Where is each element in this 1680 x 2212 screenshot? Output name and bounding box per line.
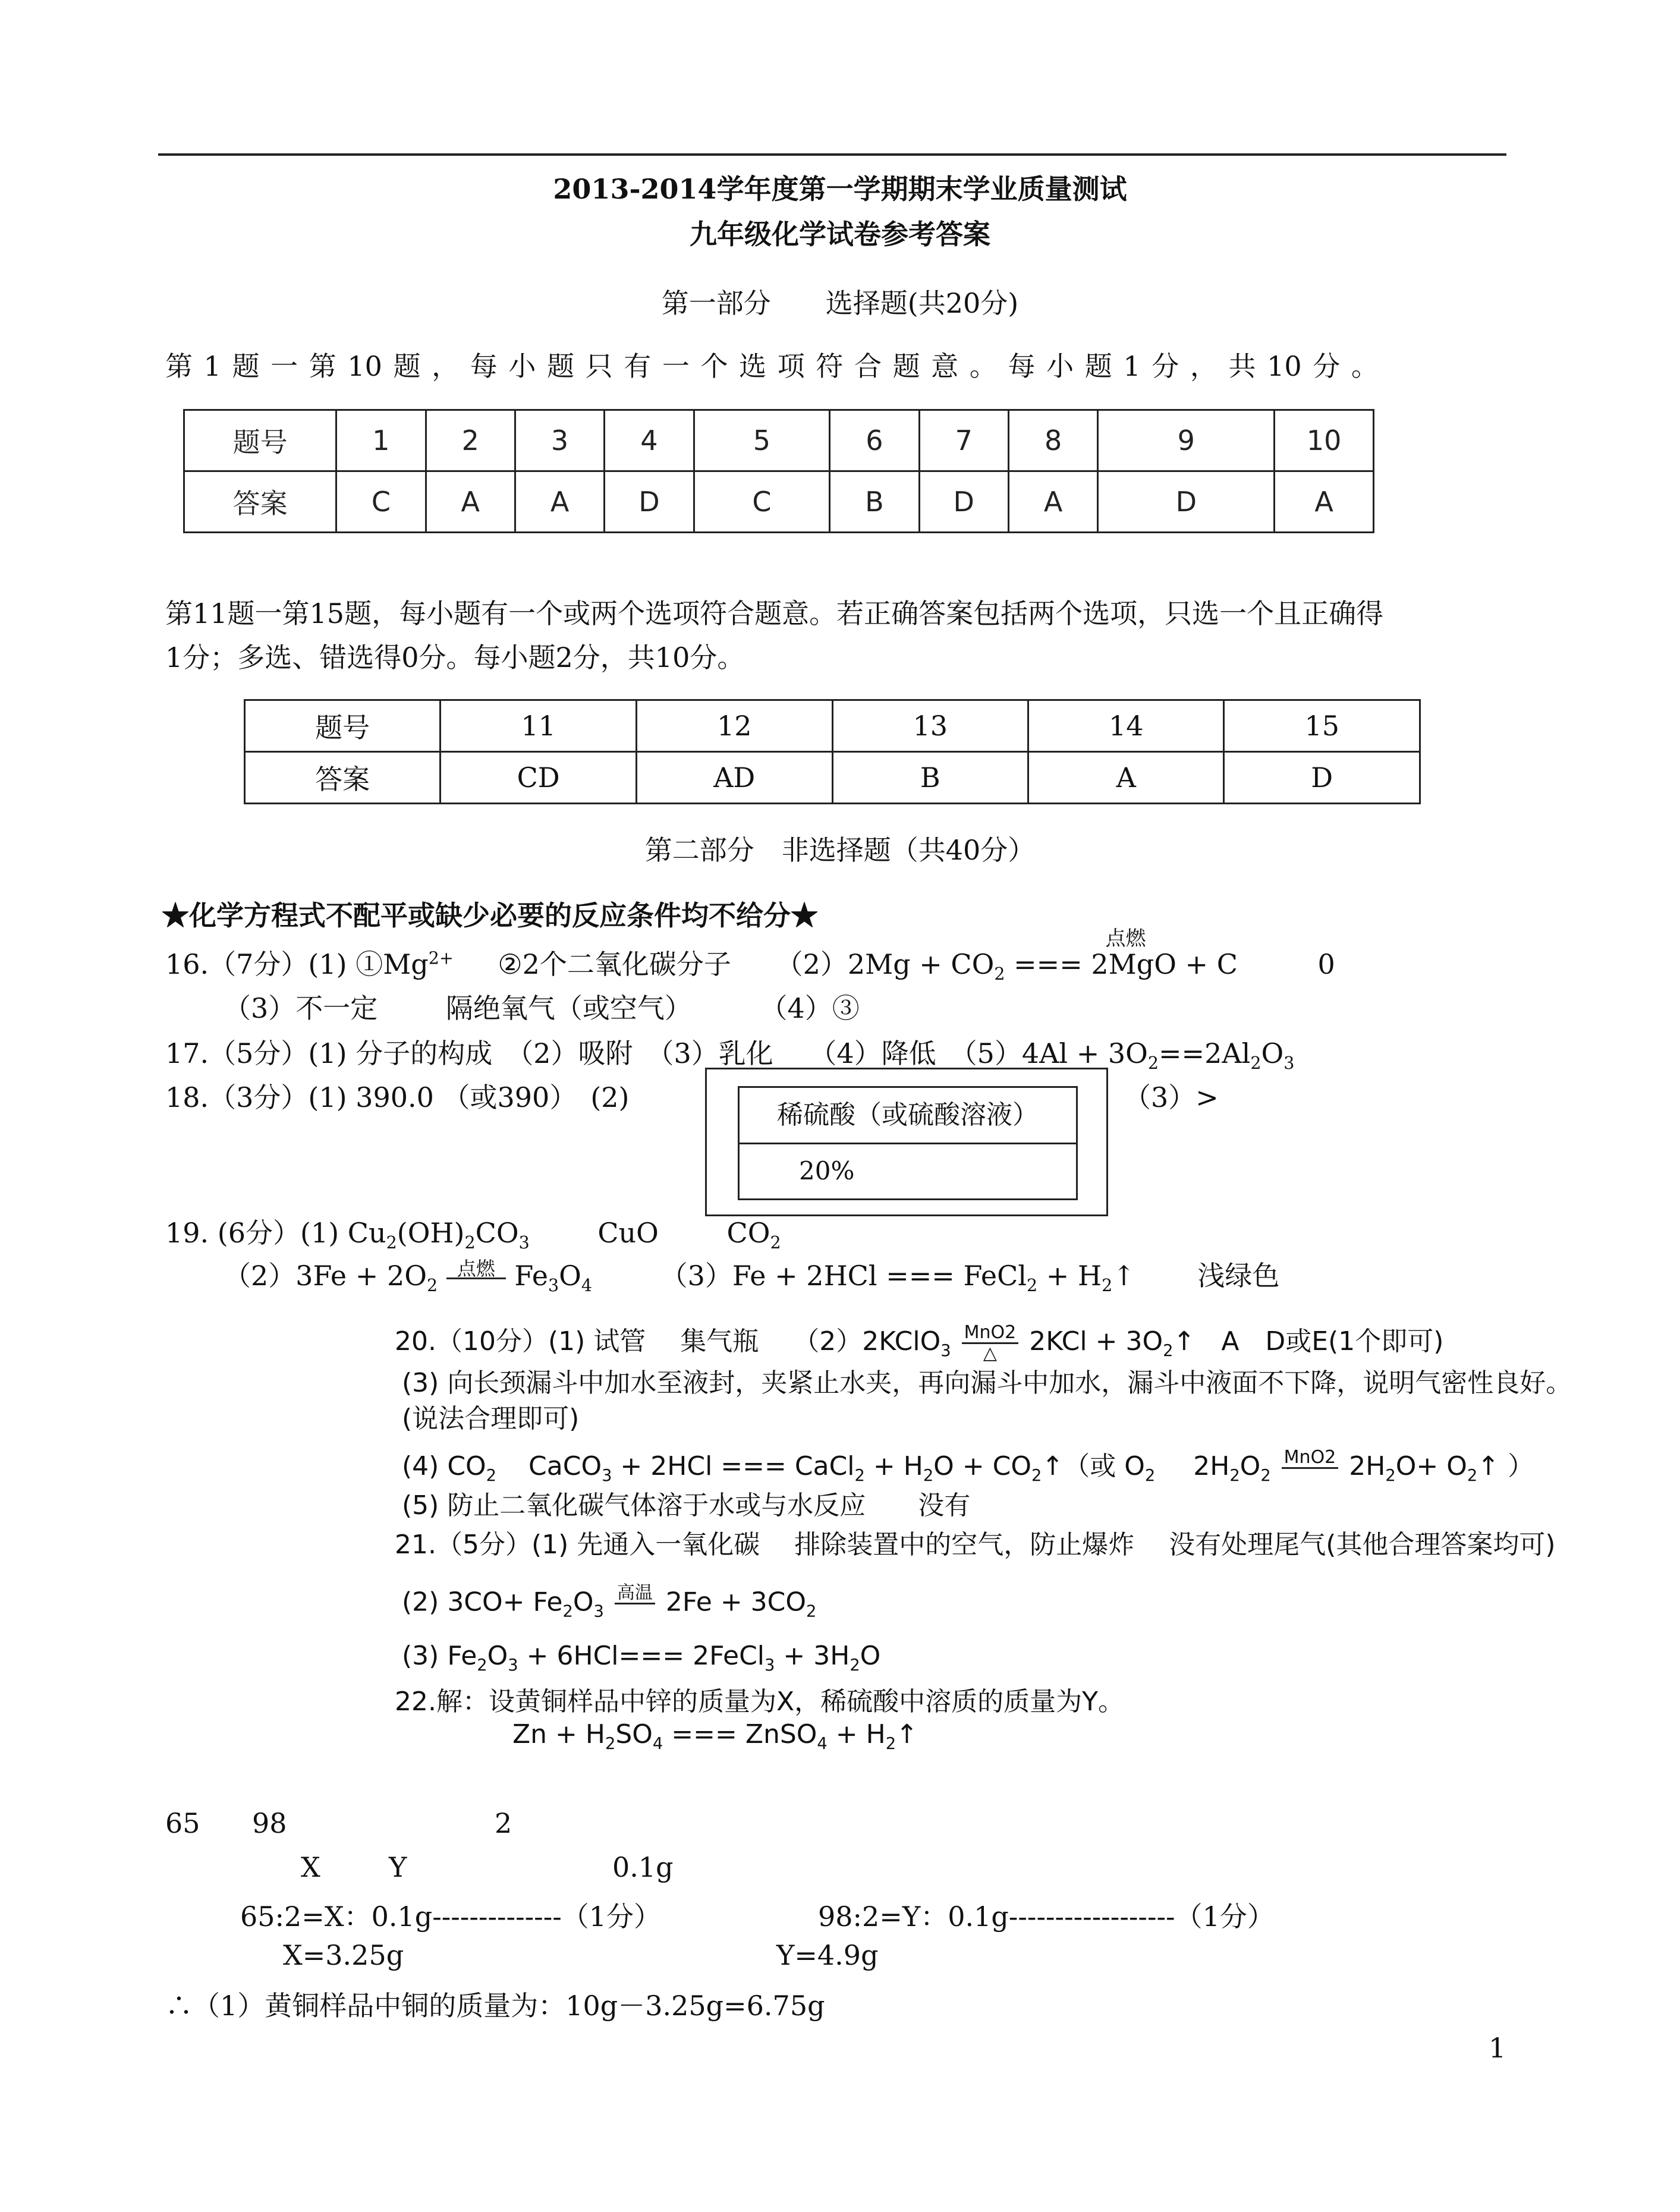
q20-line4: (4) $CO_2$ CaCO$_3$ + 2HCl === CaCl$_2$ + $H_2O$ + $CO_2↑$（或 $O_2$ $2H_2O_2$ MnO2 $2H_2O+$ $O_2↑$ ） [402,1445,1534,1488]
q22-ratio-1: 65:2=X：0.1g--------------（1分） [240,1901,662,1933]
q18-line: 18.（3分）(1) 390.0 （或390） (2) [165,1081,630,1113]
table-cell: B [830,471,919,533]
row-label-number: 题号 [184,410,336,471]
q21-line2: (2) $3CO+ Fe_2O_3$ 高温 $2Fe + 3CO_2$ [402,1584,816,1623]
table-cell: 4 [605,410,694,471]
table-cell: CD [441,752,637,804]
q22-result-x: X=3.25g [283,1939,404,1971]
table-cell: 3 [515,410,604,471]
part1-intro-1: 第 1 题 一 第 10 题 ， 每 小 题 只 有 一 个 选 项 符 合 题 意 。 每 小 题 1 分 ， 共 10 分 。 [165,350,1379,382]
row-label-answer: 答案 [245,752,441,804]
table-cell: D [1098,471,1275,533]
table-cell: 12 [636,700,832,752]
q20-line5: (5) 防止二氧化碳气体溶于水或与水反应 没有 [402,1490,971,1521]
q22-var-x: X [301,1851,320,1883]
part2-heading: 第二部分 非选择题（共40分） [644,834,1036,866]
table-cell: 8 [1008,410,1097,471]
table-cell: 5 [694,410,830,471]
table-cell: 13 [832,700,1028,752]
q18-answer-box [705,1068,1108,1216]
q16-part1: 16.（7分）(1) ①Mg [165,948,429,980]
row-label-number: 题号 [245,700,441,752]
q22-mass-2: 2 [495,1807,512,1839]
part1-heading: 第一部分 选择题(共20分) [661,287,1019,319]
q20-line1: 20.（10分）(1) 试管 集气瓶 （2）2KClO$_3$ $\frac{\text{MnO2}}{\triangle}$ $2KCl + 3O_2↑$ A D或E(1个即可) [395,1321,1444,1364]
table-cell: A [426,471,515,533]
q22-var-h2: 0.1g [612,1851,674,1883]
q18-inner-table [738,1086,1078,1200]
table-cell: 9 [1098,410,1275,471]
q16-part1b: ②2个二氧化碳分子 [498,948,731,980]
q18-box-value: 20% [799,1156,855,1185]
q17-line: 17.（5分）(1) 分子的构成 （2）吸附 （3）乳化 （4）降低 $(5)4Al + 3O_2==2Al_2O_3$ [165,1037,1295,1074]
q16-charge: 2+ [428,948,454,968]
table-cell: B [832,752,1028,804]
table-cell: 7 [919,410,1008,471]
scoring-note: ★化学方程式不配平或缺少必要的反应条件均不给分★ [162,899,818,932]
q19-condition: 点燃 [446,1260,506,1292]
page-subtitle: 九年级化学试卷参考答案 [690,218,990,250]
row-label-answer: 答案 [184,471,336,533]
answer-table-1 [183,409,1374,533]
table-cell: AD [636,752,832,804]
q21-line1: 21.（5分）(1) 先通入一氧化碳 排除装置中的空气，防止爆炸 没有处理尾气(其他合理答案均可) [395,1530,1556,1560]
answer-table-2 [244,699,1421,804]
q22-line1: 22.解：设黄铜样品中锌的质量为X，稀硫酸中溶质的质量为Y。 [395,1686,1124,1717]
table-cell: 6 [830,410,919,471]
table-cell: C [336,471,426,533]
part1-intro-2b: 1分；多选、错选得0分。每小题2分，共10分。 [165,641,745,674]
q21-line3: (3) $Fe_2O_3 + 6HCl===$ 2FeCl$_3$ + $3H_2O$ [402,1641,881,1675]
q22-result-y: Y=4.9g [776,1939,879,1971]
q16-part2: （2）2Mg + CO [775,948,995,980]
table-cell: 1 [336,410,426,471]
page-title: 2013-2014学年度第一学期期末学业质量测试 [553,173,1127,205]
table-row [245,752,1420,804]
page-number: 1 [1489,2032,1506,2064]
q16-condition: 点燃 === 2MgO + C [1014,927,1238,980]
q20-condition: $\frac{\text{MnO2}}{\triangle}$ [962,1323,1019,1363]
table-cell: A [1275,471,1374,533]
table-cell: 14 [1028,700,1224,752]
table-cell: 11 [441,700,637,752]
q18-box-label: 稀硫酸（或硫酸溶液） [740,1088,1076,1144]
table-cell: 15 [1224,700,1420,752]
q20-catalyst: MnO2 [1282,1448,1339,1488]
q16-line1: 16.（7分）(1) $①Mg^{2+}$ ②2个二氧化碳分子 $(2)2Mg + CO_2$ 点燃 === 2MgO + C 0 [165,927,1335,984]
q22-conclusion: ∴（1）黄铜样品中铜的质量为：10g－3.25g=6.75g [165,1990,825,2022]
top-rule [158,153,1506,156]
table-cell: D [1224,752,1420,804]
q16-valence: 0 [1317,948,1335,980]
q22-var-y: Y [389,1851,407,1883]
table-cell: A [515,471,604,533]
q20-line2: (3) 向长颈漏斗中加水至液封，夹紧止水夹，再向漏斗中加水，漏斗中液面不下降，说明气密性良好。 [402,1368,1572,1398]
table-cell: 10 [1275,410,1374,471]
table-cell: 2 [426,410,515,471]
part1-intro-2a: 第11题一第15题，每小题有一个或两个选项符合题意。若正确答案包括两个选项，只选一个且正确得 [165,597,1384,630]
q22-mass-98: 98 [252,1807,287,1839]
q20-line3: (说法合理即可) [402,1404,580,1434]
table-cell: A [1028,752,1224,804]
table-cell: D [919,471,1008,533]
q22-ratio-2: 98:2=Y：0.1g------------------（1分） [818,1901,1275,1933]
table-cell: C [694,471,830,533]
table-cell: D [605,471,694,533]
table-row [184,410,1374,471]
q19-line1: 19. (6分）(1) $Cu_2(OH)_2CO_3$ CuO $CO_2$ [165,1217,781,1253]
q22-equation: $Zn + H_2SO_4$ === ZnSO$_4$ + $H_2↑$ [512,1719,918,1753]
table-row [184,471,1374,533]
q21-condition: 高温 [615,1584,655,1623]
q19-line2: $(2)3Fe + 2O_2$ 点燃 $Fe_3O_4$ （3）Fe + 2HCl === FeCl$_2$ + $H_2↑$ 浅绿色 [224,1257,1280,1296]
q16-line2: （3）不一定 隔绝氧气（或空气） （4）③ [224,992,860,1024]
table-row [245,700,1420,752]
q18-part3: （3）> [1124,1081,1219,1113]
q22-mass-65: 65 [165,1807,200,1839]
table-cell: A [1008,471,1097,533]
